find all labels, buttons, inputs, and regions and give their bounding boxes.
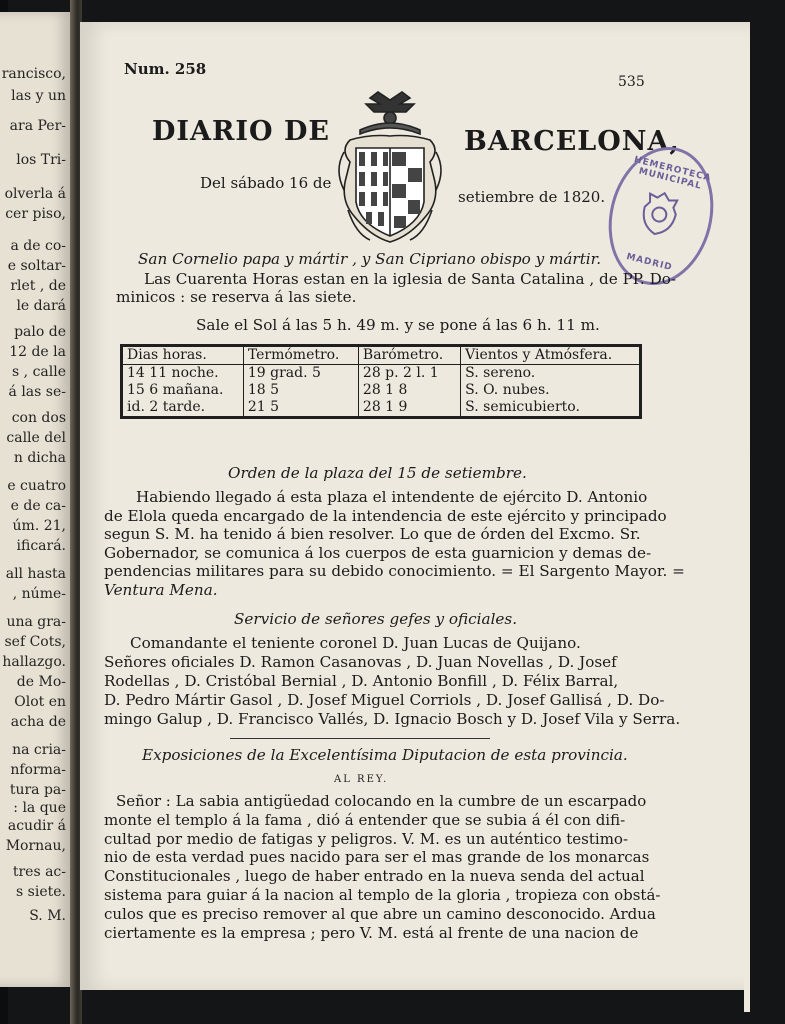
weather-table: [120, 344, 642, 419]
left-page-line: e soltar-: [7, 258, 66, 274]
weather-row: [122, 399, 641, 418]
left-page-line: olverla á: [4, 186, 66, 202]
left-page-line: con dos: [11, 410, 66, 426]
date-left: Del sábado 16 de: [200, 174, 332, 192]
exposiciones-heading: Exposiciones de la Excelentísima Diputacion de esta provincia.: [142, 746, 628, 764]
left-page-line: Olot en: [14, 694, 66, 710]
left-page-line: ara Per-: [9, 118, 66, 134]
sunrise-sunset: Sale el Sol á las 5 h. 49 m. y se pone á las 6 h. 11 m.: [196, 316, 600, 334]
left-page-line: n dicha: [13, 450, 66, 466]
header-barometer: Barómetro.: [358, 346, 460, 365]
left-page-line: una gra-: [6, 614, 66, 630]
left-page-line: hallazgo.: [2, 654, 66, 670]
weather-thermo: 18 5: [243, 382, 358, 399]
text-line: de Elola queda encargado de la intendencia de este ejército y principado: [104, 506, 667, 525]
text-line: Ventura Mena.: [104, 580, 218, 599]
saints-of-the-day: San Cornelio papa y mártir , y San Cipriano obispo y mártir.: [138, 250, 602, 268]
left-page-line: tres ac-: [12, 864, 66, 880]
left-page-line: le dará: [16, 298, 66, 314]
weather-time: 11 noche.: [149, 365, 219, 381]
stamp-crest-icon: [635, 184, 685, 240]
left-page-line: palo de: [14, 324, 66, 340]
weather-wind: S. sereno.: [461, 365, 641, 383]
text-line: cultad por medio de fatigas y peligros. V. M. es un auténtico testimo-: [104, 829, 629, 848]
weather-time: 6 mañana.: [149, 382, 224, 398]
left-page-line: e cuatro: [7, 478, 66, 494]
header-days: Dias horas.: [122, 346, 244, 365]
text-line: Señores oficiales D. Ramon Casanovas , D. Juan Novellas , D. Josef: [104, 653, 617, 671]
cuarenta-horas-line1: Las Cuarenta Horas estan en la iglesia de Santa Catalina , de PP. Do-: [144, 270, 677, 288]
weather-day: 14: [127, 365, 145, 381]
section-divider: [230, 738, 490, 739]
left-page-line: úm. 21,: [12, 518, 66, 534]
cuarenta-horas-line2: minicos : se reserva á las siete.: [116, 288, 357, 306]
text-line: Señor : La sabia antigüedad colocando en la cumbre de un escarpado: [116, 792, 647, 810]
left-page-line: sef Cots,: [4, 634, 66, 650]
left-page-line: acudir á: [7, 818, 66, 834]
left-page-line: las y un: [11, 88, 66, 104]
weather-time: 2 tarde.: [149, 399, 206, 415]
masthead-title-left: DIARIO DE: [152, 116, 330, 147]
text-line: D. Pedro Mártir Gasol , D. Josef Miguel Corriols , D. Josef Gallisá , D. Do-: [104, 691, 665, 709]
weather-baro: 28 1 8: [358, 382, 460, 399]
left-page-line: acha de: [10, 714, 66, 730]
left-page-line: , núme-: [12, 586, 66, 602]
text-line: Rodellas , D. Cristóbal Bernial , D. Antonio Bonfill , D. Félix Barral,: [104, 672, 619, 690]
text-line: Habiendo llegado á esta plaza el intendente de ejército D. Antonio: [136, 488, 648, 506]
left-page-line: rancisco,: [1, 66, 66, 82]
left-page-line: 12 de la: [9, 344, 66, 360]
left-page-line: s , calle: [12, 364, 66, 380]
left-page-line: s siete.: [16, 884, 66, 900]
orden-heading: Orden de la plaza del 15 de setiembre.: [228, 464, 527, 482]
left-page-line: Mornau,: [5, 838, 66, 854]
text-line: nio de esta verdad pues nacido para ser el mas grande de los monarcas: [104, 848, 650, 867]
text-line: pendencias militares para su debido conocimiento. = El Sargento Mayor. =: [104, 562, 685, 580]
weather-baro: 28 p. 2 l. 1: [358, 365, 460, 383]
exposiciones-subheading: AL REY.: [334, 774, 389, 785]
coat-of-arms-icon: [330, 90, 450, 252]
left-page-line: los Tri-: [16, 152, 66, 168]
newspaper-page: [80, 22, 750, 990]
text-line: Comandante el teniente coronel D. Juan Lucas de Quijano.: [130, 634, 581, 652]
weather-wind: S. O. nubes.: [461, 382, 641, 399]
weather-header-row: [122, 346, 641, 365]
stamp-top-text: HEMEROTECA MUNICIPAL: [632, 154, 713, 192]
page-number: 535: [618, 74, 645, 90]
weather-wind: S. semicubierto.: [461, 399, 641, 418]
issue-number: Num. 258: [124, 60, 207, 78]
text-line: ciertamente es la empresa ; pero V. M. está al frente de una nacion de: [104, 923, 639, 942]
left-page-line: de Mo-: [16, 674, 66, 690]
page-edge: [744, 452, 750, 1012]
left-page-line: S. M.: [29, 908, 66, 924]
left-page-line: cer piso,: [5, 206, 66, 222]
left-page-line: nforma-: [10, 762, 66, 778]
stamp-bottom-text: MADRID: [625, 252, 674, 274]
text-line: mingo Galup , D. Francisco Vallés, D. Ignacio Bosch y D. Josef Vila y Serra.: [104, 710, 681, 728]
left-page-line: : la que: [13, 800, 66, 816]
weather-day: id.: [127, 399, 145, 415]
servicio-heading: Servicio de señores gefes y oficiales.: [234, 610, 518, 628]
left-page-line: calle del: [6, 430, 66, 446]
text-line: Constitucionales , luego de haber entrado en la nueva senda del actual: [104, 867, 645, 886]
text-line: segun S. M. ha tenido á bien resolver. Lo que de órden del Excmo. Sr.: [104, 525, 641, 543]
left-page-line: tura pa-: [9, 782, 66, 798]
weather-row: [122, 365, 641, 383]
weather-thermo: 19 grad. 5: [243, 365, 358, 383]
text-line: Gobernador, se comunica á los cuerpos de esta guarnicion y demas de-: [104, 543, 652, 562]
left-page-line: e de ca-: [10, 498, 66, 514]
left-page-line: á las se-: [8, 384, 66, 400]
text-line: sistema para guiar á la nacion al templo de la gloria , tropieza con obstá-: [104, 886, 661, 904]
weather-day: 15: [127, 382, 145, 398]
text-line: monte el templo á la fama , dió á entender que se subia á él con difi-: [104, 810, 626, 829]
header-thermometer: Termómetro.: [243, 346, 358, 365]
left-page-line: na cria-: [12, 742, 66, 758]
masthead-title-right: BARCELONA,: [464, 126, 680, 157]
left-page-line: ificará.: [16, 538, 66, 554]
weather-row: [122, 382, 641, 399]
left-page-line: all hasta: [5, 566, 66, 582]
left-page-line: rlet , de: [10, 278, 66, 294]
date-right: setiembre de 1820.: [458, 188, 606, 206]
header-winds: Vientos y Atmósfera.: [461, 346, 641, 365]
text-line: culos que es preciso remover al que abre un camino desconocido. Ardua: [104, 904, 656, 923]
weather-thermo: 21 5: [243, 399, 358, 418]
weather-baro: 28 1 9: [358, 399, 460, 418]
left-page-line: a de co-: [10, 238, 66, 254]
